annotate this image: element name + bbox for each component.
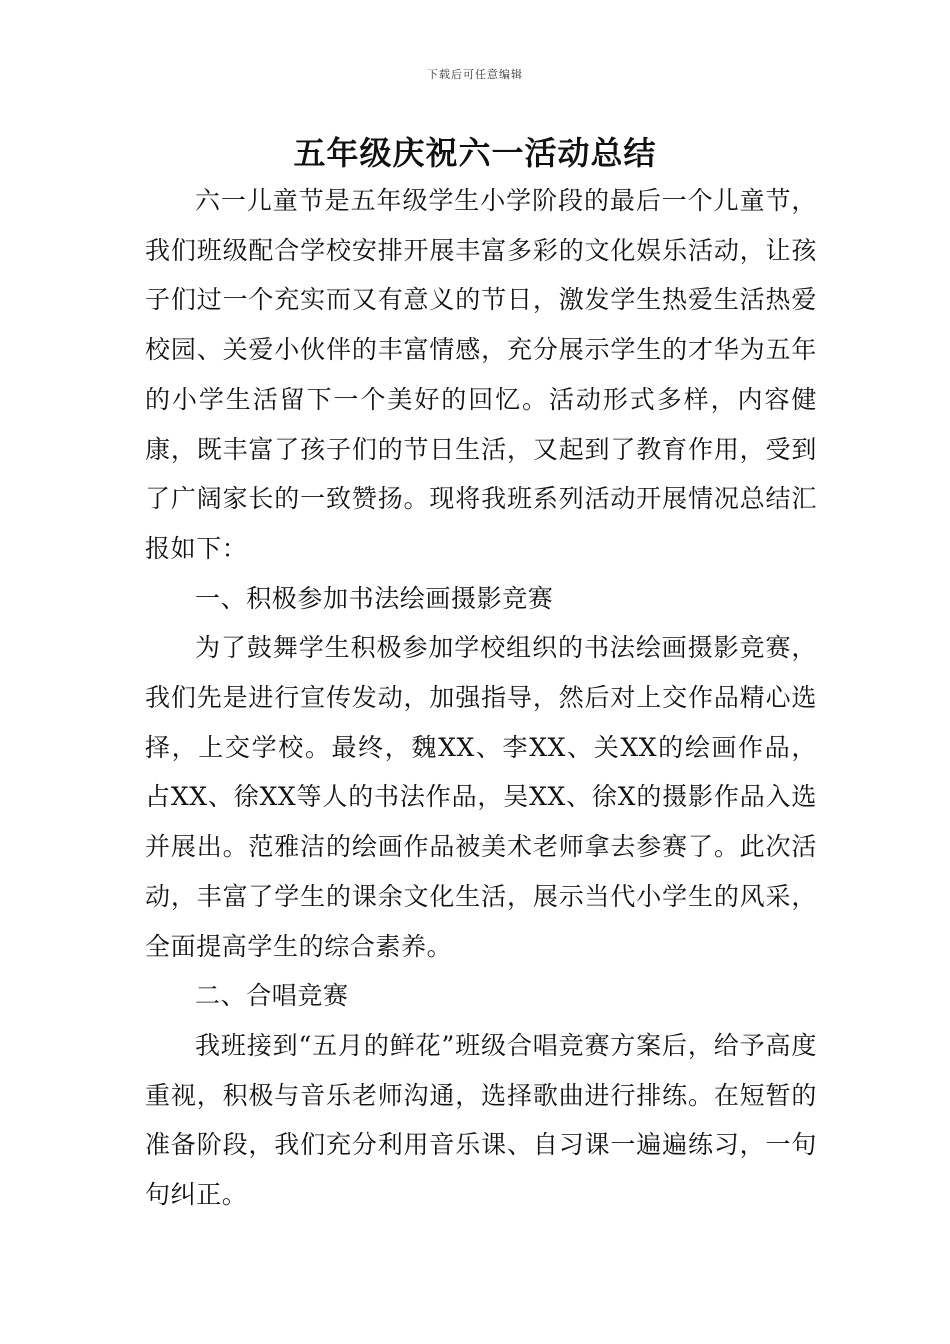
- header-note: 下载后可任意编辑: [427, 68, 523, 81]
- section-2-paragraph: 我班接到“五月的鲜花”班级合唱竞赛方案后，给予高度重视，积极与音乐老师沟通，选择歌曲进行排练。在短暂的准备阶段，我们充分利用音乐课、自习课一遍遍练习，一句句纠正。: [145, 1030, 817, 1210]
- document-body: [145, 176, 817, 1220]
- page-title: 五年级庆祝六一活动总结: [293, 134, 657, 172]
- section-1-paragraph: 为了鼓舞学生积极参加学校组织的书法绘画摄影竞赛，我们先是进行宣传发动，加强指导，然后对上交作品精心选择，上交学校。最终，魏XX、李XX、关XX的绘画作品，占XX、徐XX等人的书法作品，吴XX、徐X的摄影作品入选并展出。范雅洁的绘画作品被美术老师拿去参赛了。此次活动，丰富了学生的课余文化生活，展示当代小学生的风采，全面提高学生的综合素养。: [145, 633, 817, 961]
- intro-paragraph: 六一儿童节是五年级学生小学阶段的最后一个儿童节，我们班级配合学校安排开展丰富多彩的文化娱乐活动，让孩子们过一个充实而又有意义的节日，激发学生热爱生活热爱校园、关爱小伙伴的丰富情感，充分展示学生的才华为五年的小学生活留下一个美好的回忆。活动形式多样，内容健康，既丰富了孩子们的节日生活，又起到了教育作用，受到了广阔家长的一致赞扬。现将我班系列活动开展情况总结汇报如下：: [145, 186, 817, 563]
- section-1-heading: 一、积极参加书法绘画摄影竞赛: [195, 583, 554, 613]
- section-2-heading: 二、合唱竞赛: [195, 981, 349, 1011]
